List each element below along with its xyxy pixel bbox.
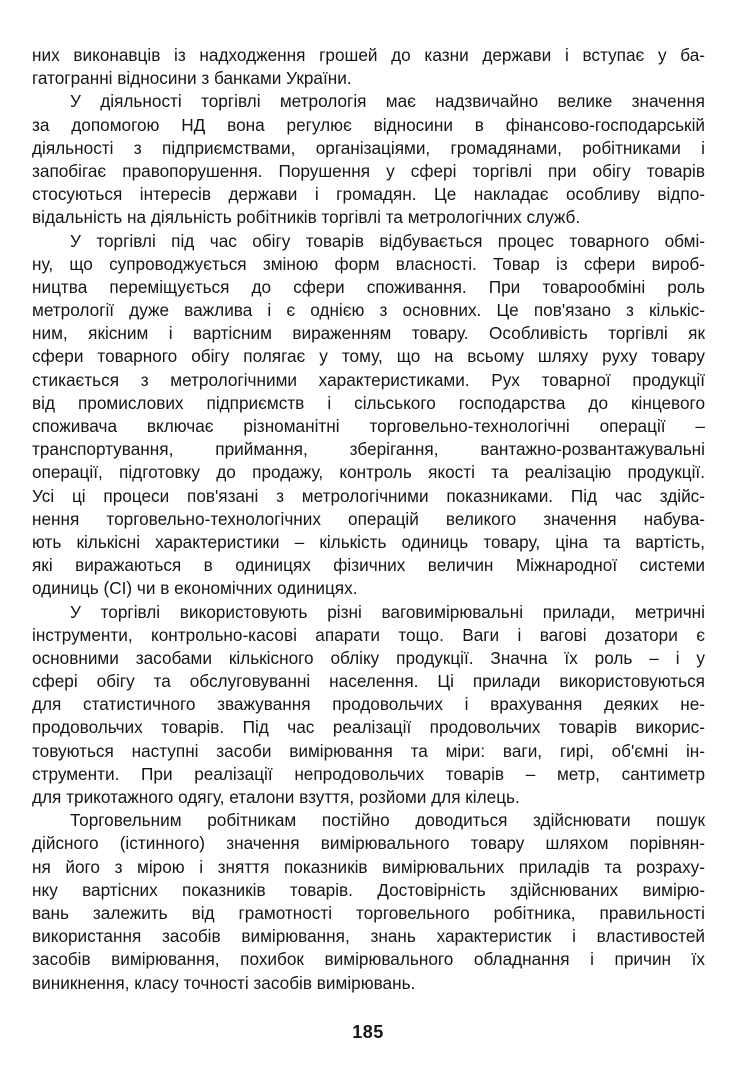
text-line: від промислових підприємств і сільського господарства до кінцевого: [32, 392, 705, 413]
text-line: стосуються інтересів держави і громадян. Це накладає особливу відпо-: [32, 184, 705, 205]
paragraph: [32, 809, 705, 995]
text-line: нення торговельно-технологічних операцій великого значення набува-: [32, 508, 705, 529]
text-line: транспортування, приймання, зберігання, вантажно-розвантажувальні: [32, 439, 705, 460]
text-line: Усі ці процеси пов'язані з метрологічними показниками. Під час здійс-: [32, 485, 705, 506]
text-line: інструменти, контрольно-касові апарати тощо. Ваги і вагові дозатори є: [32, 624, 705, 645]
text-line: основними засобами кількісного обліку продукції. Значна їх роль – і у: [32, 647, 705, 668]
text-line: запобігає правопорушення. Порушення у сфері торгівлі при обігу товарів: [32, 160, 705, 181]
text-line: засобів вимірювання, похибок вимірювального обладнання і причин їх: [32, 949, 705, 970]
text-line: метрології дуже важлива і є однією з основних. Це пов'язано з кількіс-: [32, 300, 705, 321]
text-line: ють кількісні характеристики – кількість одиниць товару, ціна та вартість,: [32, 531, 705, 552]
text-line: діяльності з підприємствами, організаціями, громадянами, робітниками і: [32, 137, 705, 158]
paragraph: [32, 44, 705, 90]
text-line: за допомогою НД вона регулює відносини в фінансово-господарській: [32, 114, 705, 135]
text-line: сфері обігу та обслуговуванні населення. Ці прилади використовуються: [32, 671, 705, 692]
text-line: дійсного (істинного) значення вимірювального товару шляхом порівнян-: [32, 833, 705, 854]
text-line: використання засобів вимірювання, знань характеристик і властивостей: [32, 926, 705, 947]
text-line: У діяльності торгівлі метрологія має надзвичайно велике значення: [70, 91, 705, 112]
text-line: ня його з мірою і зняття показників вимірювальних приладів та розраху-: [32, 856, 705, 877]
text-line: нку вартісних показників товарів. Достовірність здійснюваних вимірю-: [32, 879, 705, 900]
text-line: для трикотажного одягу, еталони взуття, розйоми для кілець.: [32, 787, 520, 807]
text-line: виникнення, класу точності засобів вимірювань.: [32, 972, 416, 993]
text-line: для статистичного зважування продовольчих і врахування деяких не-: [32, 694, 705, 715]
text-line: гатогранні відносини з банками України.: [32, 68, 352, 89]
page-number: 185: [352, 1022, 384, 1042]
text-line: операції, підготовку до продажу, контроль якості та реалізацію продукції.: [32, 462, 705, 483]
text-line: продовольчих товарів. Під час реалізації продовольчих товарів викорис-: [32, 717, 705, 738]
text-line: Торговельним робітникам постійно доводиться здійснювати пошук: [70, 810, 705, 831]
text-line: стикається з метрологічними характеристиками. Рух товарної продукції: [32, 369, 705, 390]
text-line: сфери товарного обігу полягає у тому, що на всьому шляху руху товару: [32, 346, 705, 367]
paragraph: [32, 90, 705, 229]
paragraph: [32, 230, 705, 601]
text-line: струменти. При реалізації непродовольчих товарів – метр, сантиметр: [32, 763, 705, 784]
text-line: товуються наступні засоби вимірювання та міри: ваги, гирі, об'ємні ін-: [32, 740, 705, 761]
text-line: У торгівлі під час обігу товарів відбувається процес товарного обмі-: [70, 230, 705, 251]
text-line: них виконавців із надходження грошей до казни держави і вступає у ба-: [32, 45, 705, 65]
text-line: вань залежить від грамотності торговельного робітника, правильності: [32, 902, 705, 923]
body-text: [32, 44, 705, 995]
paragraph: [32, 601, 705, 810]
text-line: одиниць (СІ) чи в економічних одиницях.: [32, 578, 358, 599]
text-line: ну, що супроводжується зміною форм власності. Товар із сфери вироб-: [32, 253, 705, 274]
text-line: відальність на діяльність робітників торгівлі та метрологічних служб.: [32, 207, 581, 228]
text-line: ним, якісним і вартісним вираженням товару. Особливість торгівлі як: [32, 323, 705, 344]
text-line: які виражаються в одиницях фізичних величин Міжнародної системи: [32, 555, 705, 576]
text-line: споживача включає різноманітні торговельно-технологічні операції –: [32, 416, 705, 436]
text-line: ництва переміщується до сфери споживання. При товарообміні роль: [32, 276, 705, 297]
text-line: У торгівлі використовують різні ваговимірювальні прилади, метричні: [70, 601, 705, 622]
